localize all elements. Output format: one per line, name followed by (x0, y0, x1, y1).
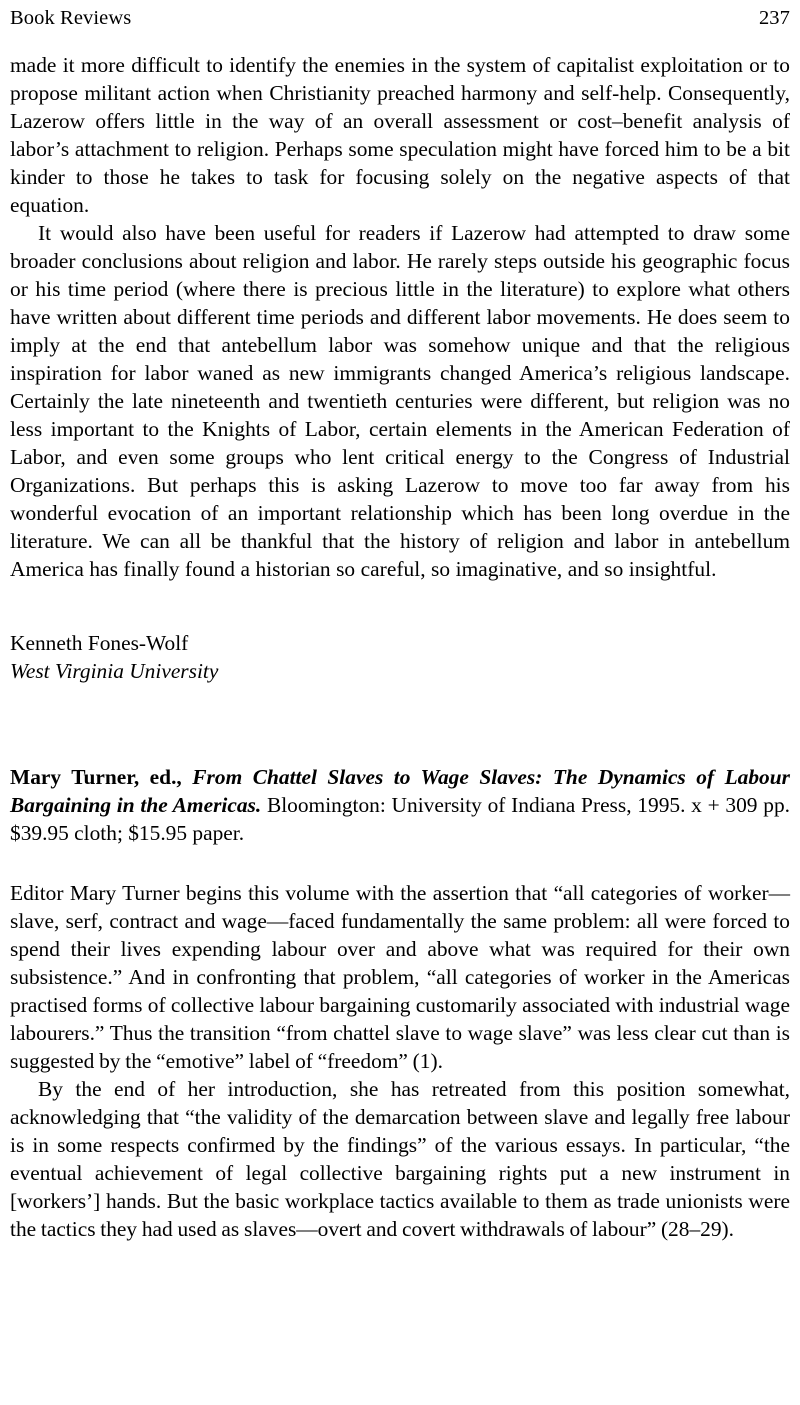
citation-title: From Chattel Slaves to Wage Slaves: The Dynamics of Labour Bargaining in the Americas. (10, 764, 790, 817)
paragraph: made it more difficult to identify the enemies in the system of capitalist exploitation or to propose militant action when Christianity preached harmony and self-help. Consequently, Lazerow offers little in the way of an overall assessment or cost–benefit analysis of labor’s attachment to religion. Perhaps some speculation might have forced him to be a bit kinder to those he takes to task for focusing solely on the negative aspects of that equation. (10, 52, 790, 217)
reviewer-affiliation: West Virginia University (10, 658, 219, 683)
reviewer-signature (10, 629, 790, 685)
citation-publication-info: Bloomington: University of Indiana Press, 1995. x + 309 pp. $39.95 cloth; $15.95 paper. (10, 792, 790, 845)
book-citation (10, 763, 790, 847)
review-one-body (10, 51, 790, 583)
running-head (10, 0, 790, 29)
citation-author: Mary Turner, ed., (10, 764, 182, 789)
paragraph: It would also have been useful for readers if Lazerow had attempted to draw some broader conclusions about religion and labor. He rarely steps outside his geographic focus or his time period (where there is precious little in the literature) to explore what others have written about different time periods and different labor movements. He does seem to imply at the end that antebellum labor was somehow unique and that the religious inspiration for labor waned as new immigrants changed America’s religious landscape. Certainly the late nineteenth and twentieth centuries were different, but religion was no less important to the Knights of Labor, certain elements in the American Federation of Labor, and even some groups who lent critical energy to the Congress of Industrial Organizations. But perhaps this is asking Lazerow to move too far away from his wonderful evocation of an important relationship which has been long overdue in the literature. We can all be thankful that the history of religion and labor in antebellum America has finally found a historian so careful, so imaginative, and so insightful. (10, 220, 790, 581)
paragraph: Editor Mary Turner begins this volume with the assertion that “all categories of worker—slave, serf, contract and wage—faced fundamentally the same problem: all were forced to spend their lives expending labour over and above what was required for their own subsistence.” And in confronting that problem, “all categories of worker in the Americas practised forms of collective labour bargaining customarily associated with industrial wage labourers.” Thus the transition “from chattel slave to wage slave” was less clear cut than is suggested by the “emotive” label of “freedom” (1). (10, 880, 790, 1073)
paragraph: By the end of her introduction, she has retreated from this position somewhat, acknowledging that “the validity of the demarcation between slave and legally free labour is in some respects confirmed by the findings” of the various essays. In particular, “the eventual achievement of legal collective bargaining rights put a new instrument in [workers’] hands. But the basic workplace tactics available to them as trade unionists were the tactics they had used as slaves—overt and covert withdrawals of labour” (28–29). (10, 1076, 790, 1241)
running-head-title: Book Reviews (10, 7, 132, 29)
page-number: 237 (758, 7, 790, 29)
page-content (10, 0, 790, 1243)
review-two-body (10, 879, 790, 1243)
reviewer-name: Kenneth Fones-Wolf (10, 630, 189, 655)
